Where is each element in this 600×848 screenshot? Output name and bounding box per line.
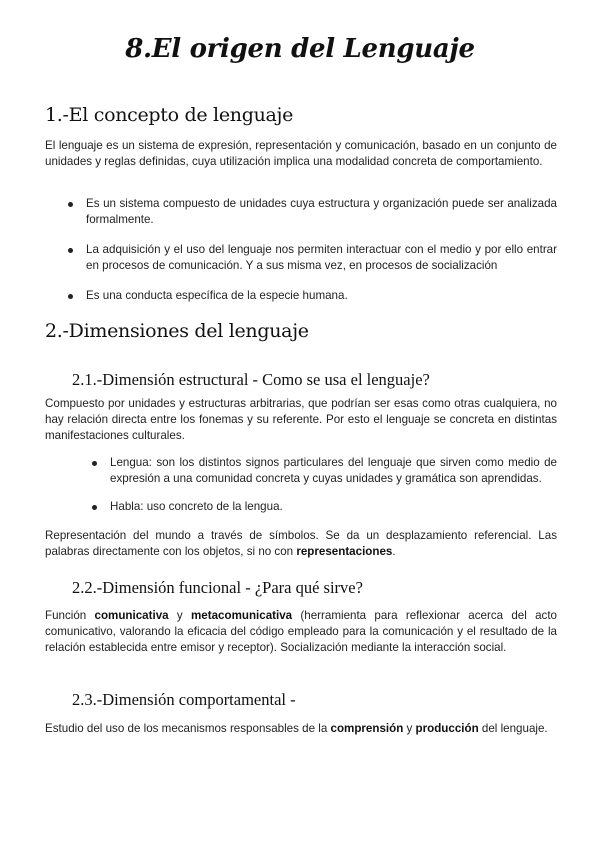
subsection-2-3-heading: 2.3.-Dimensión comportamental - [72, 690, 296, 709]
bold-term-metacomunicativa: metacomunicativa [190, 609, 293, 622]
subsection-2-1-heading: 2.1.-Dimensión estructural - Como se usa el lenguaje? [72, 370, 430, 389]
subsection-2-1-intro: Compuesto por unidades y estructuras arbitrarias, que podrían ser esas como otras cualquiera, no hay relación directa entre los fonemas y su referente. Por esto el lenguaje se concreta en distintas manifestaciones culturales. [45, 397, 557, 442]
list-item [86, 196, 557, 228]
section-1-bullet-list [86, 196, 557, 304]
subsection-2-1-outro [45, 528, 557, 560]
bullet-icon [68, 294, 73, 299]
section-1-intro: El lenguaje es un sistema de expresión, representación y comunicación, basado en un conjunto de unidades y reglas definidas, cuya utilización implica una modalidad concreta de comportamiento. [45, 139, 557, 168]
bold-term-comunicativa: comunicativa [94, 609, 169, 622]
list-item-text: La adquisición y el uso del lenguaje nos permiten interactuar con el medio y por ello entrar en procesos de comunicación. Y a sus misma vez, en procesos de socialización [86, 243, 557, 272]
outro-bold-text: representaciones [296, 545, 393, 558]
bold-term-produccion: producción [415, 722, 479, 735]
outro-end-text: . [392, 545, 396, 558]
outro-text: Representación del mundo a través de símbolos. Se da un desplazamiento referencial. Las palabras directamente con los objetos, si no con [45, 529, 557, 558]
document-title: 8.El origen del Lenguaje [125, 34, 475, 64]
bullet-icon [92, 461, 97, 466]
section-1-heading: 1.-El concepto de lenguaje [45, 104, 294, 126]
section-2-heading: 2.-Dimensiones del lenguaje [45, 320, 309, 342]
list-item-text: Lengua: son los distintos signos particulares del lenguaje que sirven como medio de expresión a una comunidad concreta y cuyas unidades y gramática son aprendidas. [110, 456, 557, 485]
list-item [110, 499, 557, 515]
list-item-text: Es un sistema compuesto de unidades cuya estructura y organización puede ser analizada formalmente. [86, 197, 557, 226]
text-start: Función [45, 609, 95, 622]
text-conjunction: y [168, 609, 191, 622]
text-start: Estudio del uso de los mecanismos responsables de la [45, 722, 331, 735]
list-item-text: Es una conducta específica de la especie humana. [86, 289, 348, 302]
text-end: (herramienta para reflexionar acerca del acto comunicativo, valorando la eficacia del código empleado para la comunicación y el resultado de la relación establecida entre emisor y receptor). Socialización mediante la interacción social. [45, 609, 557, 654]
bold-term-comprension: comprensión [330, 722, 404, 735]
list-item [86, 288, 557, 304]
subsection-2-2-heading: 2.2.-Dimensión funcional - ¿Para qué sirve? [72, 578, 363, 597]
bullet-icon [68, 248, 73, 253]
bullet-icon [92, 505, 97, 510]
text-conjunction: y [403, 722, 416, 735]
subsection-2-1-bullet-list [110, 455, 557, 515]
text-end: del lenguaje. [478, 722, 548, 735]
subsection-2-3-text [45, 721, 557, 737]
subsection-2-2-text [45, 608, 557, 656]
list-item-text: Habla: uso concreto de la lengua. [110, 500, 283, 513]
list-item [86, 242, 557, 274]
list-item [110, 455, 557, 487]
bullet-icon [68, 202, 73, 207]
